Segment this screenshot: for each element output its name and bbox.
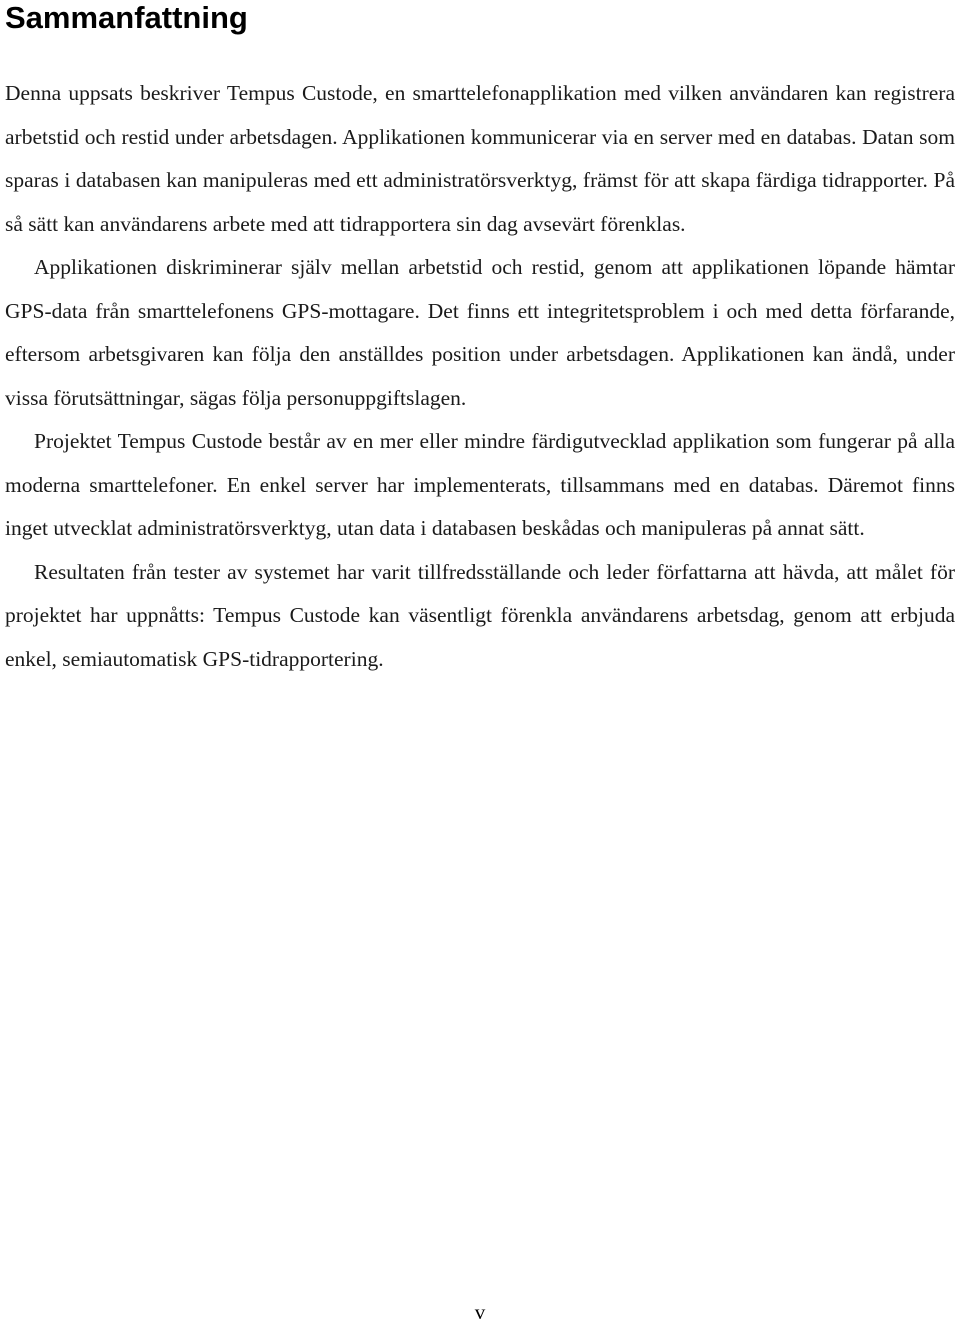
paragraph-3: Projektet Tempus Custode består av en mer eller mindre färdigutvecklad applikation som fungerar på alla moderna smarttelefoner. En enkel server har implementerats, tillsammans med en databas. Däremot finns inget utvecklat administratörsverktyg, utan data i databasen beskådas och manipuleras på annat sätt. (5, 429, 955, 540)
paragraph-4: Resultaten från tester av systemet har varit tillfredsställande och leder författarna att hävda, att målet för projektet har uppnåtts: Tempus Custode kan väsentligt förenkla användarens arbetsdag, genom att erbjuda enkel, semiautomatisk GPS-tidrapportering. (5, 559, 955, 671)
paragraph-2: Applikationen diskriminerar själv mellan arbetstid och restid, genom att applikationen löpande hämtar GPS-data från smarttelefonens GPS-mottagare. Det finns ett integritetsproblem i och med detta förfarande, eftersom arbetsgivaren kan följa den anställdes position under arbetsdagen. Applikationen kan ändå, under vissa förutsättningar, sägas följa personuppgiftslagen. (5, 255, 955, 410)
section-heading: Sammanfattning (5, 0, 248, 35)
abstract-body (5, 72, 955, 681)
paragraph-1: Denna uppsats beskriver Tempus Custode, en smarttelefonapplikation med vilken användaren kan registrera arbetstid och restid under arbetsdagen. Applikationen kommunicerar via en server med en databas. Datan som sparas i databasen kan manipuleras med ett administratörsverktyg, främst för att skapa färdiga tidrapporter. På så sätt kan användarens arbete med att tidrapportera sin dag avsevärt förenklas. (5, 81, 955, 236)
page-number: v (474, 1300, 486, 1324)
